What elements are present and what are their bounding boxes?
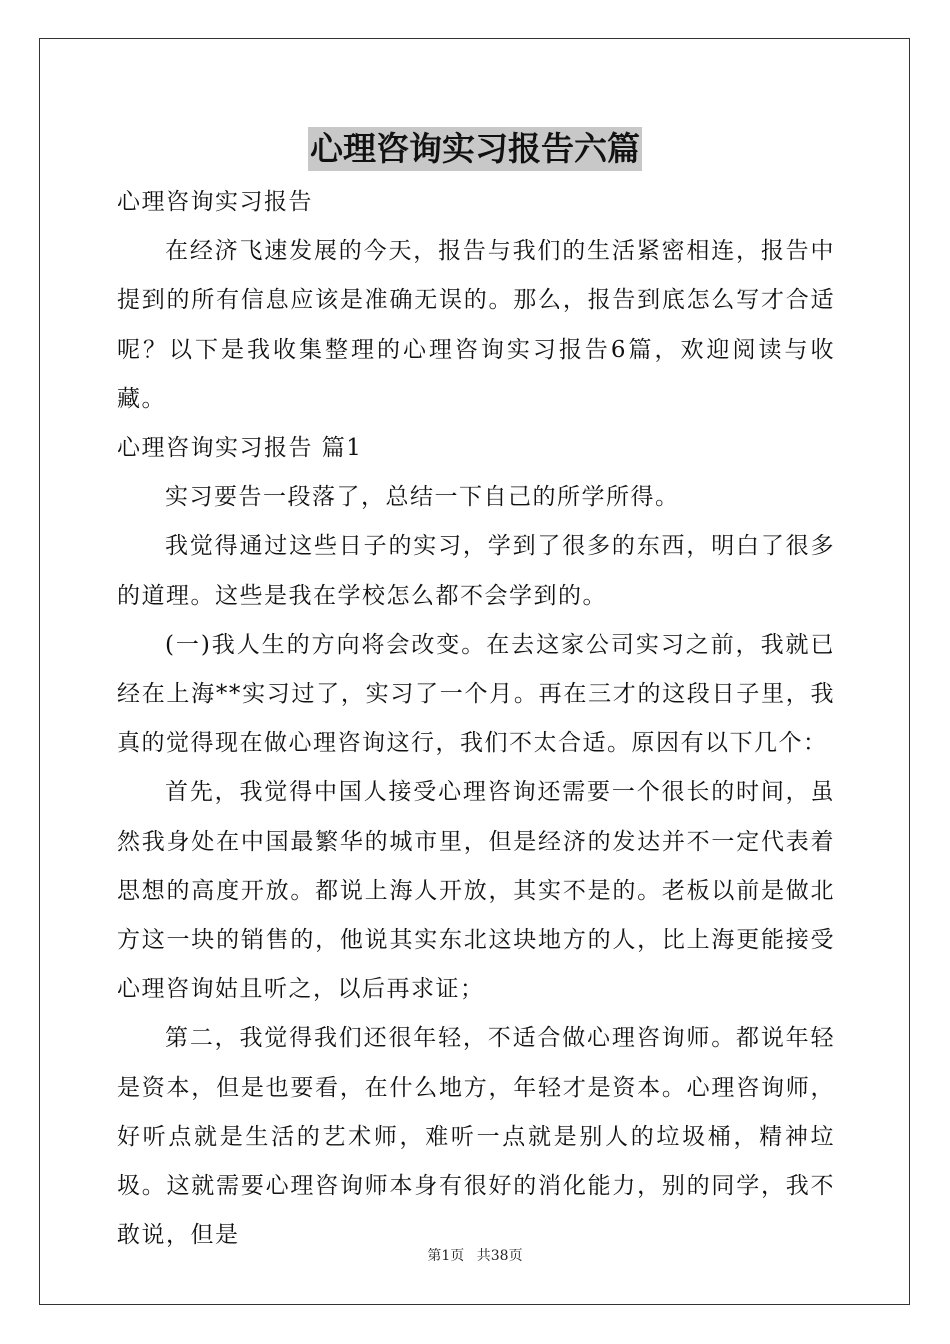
page-footer — [0, 1245, 950, 1265]
paragraph: 我觉得通过这些日子的实习，学到了很多的东西，明白了很多的道理。这些是我在学校怎么都不会学到的。 — [117, 533, 835, 609]
page-number: 第1页 — [427, 1248, 465, 1264]
paragraph: 首先，我觉得中国人接受心理咨询还需要一个很长的时间，虽然我身处在中国最繁华的城市里，但是经济的发达并不一定代表着思想的高度开放。都说上海人开放，其实不是的。老板以前是做北方这一块的销售的，他说其实东北这块地方的人，比上海更能接受心理咨询姑且听之，以后再求证； — [117, 779, 835, 1003]
paragraph: (一)我人生的方向将会改变。在去这家公司实习之前，我就已经在上海**实习过了，实习了一个月。再在三才的这段日子里，我真的觉得现在做心理咨询这行，我们不太合适。原因有以下几个： — [117, 631, 835, 757]
paragraph: 心理咨询实习报告 — [117, 189, 313, 215]
paragraph: 第二，我觉得我们还很年轻，不适合做心理咨询师。都说年轻是资本，但是也要看，在什么地方，年轻才是资本。心理咨询师，好听点就是生活的艺术师，难听一点就是别人的垃圾桶，精神垃圾。这就需要心理咨询师本身有很好的消化能力，别的同学，我不敢说，但是 — [117, 1025, 835, 1249]
paragraph: 在经济飞速发展的今天，报告与我们的生活紧密相连，报告中提到的所有信息应该是准确无误的。那么，报告到底怎么写才合适呢？以下是我收集整理的心理咨询实习报告6篇，欢迎阅读与收藏。 — [117, 238, 835, 412]
page-total: 共38页 — [476, 1248, 523, 1264]
paragraph: 实习要告一段落了，总结一下自己的所学所得。 — [165, 484, 680, 511]
paragraph: 心理咨询实习报告 篇1 — [117, 435, 363, 462]
document-body — [117, 178, 835, 1260]
document-title: 心理咨询实习报告六篇 — [308, 127, 642, 171]
title-container — [0, 127, 950, 171]
